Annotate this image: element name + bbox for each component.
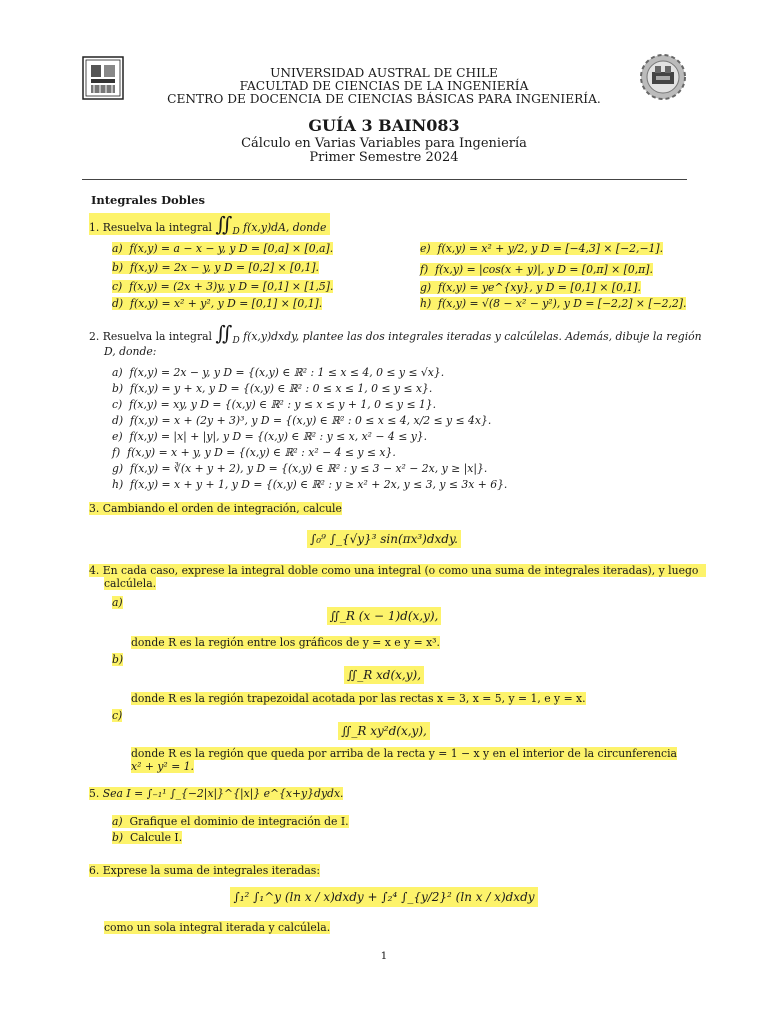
- p4-c-formula-wrap: [0, 724, 768, 738]
- p2-item-g: [112, 462, 487, 475]
- section-heading: Integrales Dobles: [91, 193, 205, 207]
- item-text: f(x,y) = y + x, y D = {(x,y) ∈ ℝ² : 0 ≤ x ≤ 1, 0 ≤ y ≤ x}.: [130, 382, 433, 395]
- problem-number: 1.: [89, 221, 100, 234]
- problem-6-formula-wrap: [0, 890, 768, 904]
- item-text: f(x,y) = |x| + |y|, y D = {(x,y) ∈ ℝ² : y ≤ x, x² − 4 ≤ y}.: [129, 430, 428, 443]
- p1-item-c: [112, 280, 333, 293]
- item-text: f(x,y) = x + y, y D = {(x,y) ∈ ℝ² : x² − 4 ≤ y ≤ x}.: [127, 446, 396, 459]
- problem-number: 4.: [89, 564, 100, 577]
- page-number: 1: [380, 950, 388, 962]
- item-text: f(x,y) = x + (2y + 3)³, y D = {(x,y) ∈ ℝ² : 0 ≤ x ≤ 4, x/2 ≤ y ≤ 4x}.: [130, 414, 492, 427]
- integral-domain: D: [232, 336, 240, 347]
- problem-6-intro: [89, 864, 320, 877]
- problem-4-intro: [89, 564, 706, 577]
- formula: ∬_R xy²d(x,y),: [338, 722, 430, 740]
- item-label: c): [112, 280, 123, 293]
- item-text: f(x,y) = |cos(x + y)|, y D = [0,π] × [0,π].: [435, 263, 653, 276]
- item-label: c): [112, 398, 123, 411]
- p2-item-d: [112, 414, 491, 427]
- problem-text: Exprese la suma de integrales iteradas:: [102, 864, 320, 877]
- p2-item-f: [112, 446, 396, 459]
- problem-1-intro: [89, 212, 330, 238]
- item-text: f(x,y) = x² + y/2, y D = [−4,3] × [−2,−1].: [437, 242, 664, 255]
- header-faculty: FACULTAD DE CIENCIAS DE LA INGENIERÍA: [239, 79, 529, 93]
- item-label: h): [420, 297, 432, 310]
- item-label: a): [112, 815, 123, 828]
- item-text: f(x,y) = x + y + 1, y D = {(x,y) ∈ ℝ² : y ≥ x² + 2x, y ≤ 3, y ≤ 3x + 6}.: [130, 478, 508, 491]
- p4-c-text-2: x² + y² = 1.: [131, 760, 194, 773]
- item-label: a): [112, 242, 123, 255]
- item-label: b): [112, 831, 124, 844]
- item-text: Grafique el dominio de integración de I.: [129, 815, 349, 828]
- item-text: f(x,y) = (2x + 3)y, y D = [0,1] × [1,5].: [129, 280, 334, 293]
- p1-item-d: [112, 297, 322, 310]
- p4-c-text: donde R es la región que queda por arriba de la recta y = 1 − x y en el interior de la circunferencia: [131, 747, 677, 760]
- problem-5-intro: [89, 787, 343, 800]
- course-name: Cálculo en Varias Variables para Ingeniería: [241, 136, 527, 151]
- header-university: UNIVERSIDAD AUSTRAL DE CHILE: [270, 66, 498, 80]
- p1-item-a: [112, 242, 333, 255]
- document-title: GUÍA 3 BAIN083: [308, 116, 460, 135]
- p1-item-h: [420, 297, 686, 310]
- item-label: h): [112, 478, 124, 491]
- item-label: b): [112, 382, 124, 395]
- item-label: g): [420, 281, 432, 294]
- problem-number: 3.: [89, 502, 100, 515]
- problem-number: 5.: [89, 787, 100, 800]
- item-text: f(x,y) = a − x − y, y D = [0,a] × [0,a].: [129, 242, 334, 255]
- item-label: e): [420, 242, 431, 255]
- problem-text: Cambiando el orden de integración, calcule: [102, 502, 342, 515]
- semester: Primer Semestre 2024: [309, 150, 459, 165]
- problem-number: 6.: [89, 864, 100, 877]
- problem-3-formula: [0, 532, 768, 546]
- p4-b-formula-wrap: [0, 668, 768, 682]
- double-integral-symbol: ∬: [215, 321, 233, 345]
- item-label: f): [420, 263, 429, 276]
- p2-item-c: [112, 398, 436, 411]
- p5-item-b: [112, 831, 182, 844]
- p2-item-h: [112, 478, 507, 491]
- item-text: f(x,y) = 2x − y, y D = {(x,y) ∈ ℝ² : 1 ≤ x ≤ 4, 0 ≤ y ≤ √x}.: [129, 366, 445, 379]
- item-label: b): [112, 261, 124, 274]
- item-label: e): [112, 430, 123, 443]
- p4-c-label: c): [112, 709, 123, 722]
- p4-b-text: donde R es la región trapezoidal acotada por las rectas x = 3, x = 5, y = 1, e y = x.: [131, 692, 586, 705]
- problem-text: f(x,y)dxdy, plantee las dos integrales iteradas y calcúlelas. Además, dibuje la región: [243, 330, 702, 343]
- problem-number: 2.: [89, 330, 100, 343]
- item-text: f(x,y) = √(8 − x² − y²), y D = [−2,2] × [−2,2].: [438, 297, 687, 310]
- integral-domain: D: [232, 227, 240, 238]
- p2-item-e: [112, 430, 427, 443]
- item-label: d): [112, 297, 124, 310]
- problem-2-intro: [89, 322, 702, 352]
- problem-4-intro-2: calcúlela.: [104, 577, 157, 590]
- problem-text: En cada caso, exprese la integral doble como una integral (o como una suma de integrales iteradas), y luego: [102, 564, 699, 577]
- p1-item-f: [420, 263, 653, 276]
- formula: ∫₀⁹ ∫_{√y}³ sin(πx³)dxdy.: [307, 530, 461, 548]
- p5-item-a: [112, 815, 349, 828]
- problem-text: Resuelva la integral: [102, 221, 212, 234]
- p1-item-e: [420, 242, 663, 255]
- p1-item-b: [112, 261, 319, 274]
- double-integral-symbol: ∬: [215, 212, 233, 236]
- problem-2-line2: D, donde:: [104, 345, 157, 358]
- problem-text: Sea I = ∫₋₁¹ ∫_{−2|x|}^{|x|} e^{x+y}dydx.: [102, 787, 344, 800]
- p4-a-label: a): [112, 596, 123, 609]
- problem-3-intro: [89, 502, 342, 515]
- item-label: f): [112, 446, 121, 459]
- p2-item-a: [112, 366, 444, 379]
- item-text: f(x,y) = xy, y D = {(x,y) ∈ ℝ² : y ≤ x ≤ y + 1, 0 ≤ y ≤ 1}.: [129, 398, 437, 411]
- item-text: f(x,y) = ∛(x + y + 2), y D = {(x,y) ∈ ℝ² : y ≤ 3 − x² − 2x, y ≥ |x|}.: [130, 462, 488, 475]
- p1-item-g: [420, 281, 641, 294]
- item-text: f(x,y) = x² + y², y D = [0,1] × [0,1].: [130, 297, 323, 310]
- problem-text: Resuelva la integral: [102, 330, 212, 343]
- item-label: d): [112, 414, 124, 427]
- p4-a-text: donde R es la región entre los gráficos de y = x e y = x³.: [131, 636, 440, 649]
- item-label: a): [112, 366, 123, 379]
- p2-item-b: [112, 382, 432, 395]
- integrand: f(x,y)dA, donde: [243, 221, 327, 234]
- header-divider: [82, 179, 687, 180]
- item-text: Calcule I.: [130, 831, 183, 844]
- item-text: f(x,y) = ye^{xy}, y D = [0,1] × [0,1].: [438, 281, 641, 294]
- p4-b-label: b): [112, 653, 124, 666]
- formula: ∫₁² ∫₁^y (ln x / x)dxdy + ∫₂⁴ ∫_{y/2}² (ln x / x)dxdy: [230, 887, 537, 907]
- p4-a-formula-wrap: [0, 609, 768, 623]
- problem-6-outro: como un sola integral iterada y calcúlela.: [104, 921, 331, 934]
- formula: ∬_R (x − 1)d(x,y),: [327, 607, 442, 625]
- item-label: g): [112, 462, 124, 475]
- header-center: CENTRO DE DOCENCIA DE CIENCIAS BÁSICAS PARA INGENIERÍA.: [167, 92, 601, 106]
- formula: ∬_R xd(x,y),: [344, 666, 424, 684]
- item-text: f(x,y) = 2x − y, y D = [0,2] × [0,1].: [130, 261, 319, 274]
